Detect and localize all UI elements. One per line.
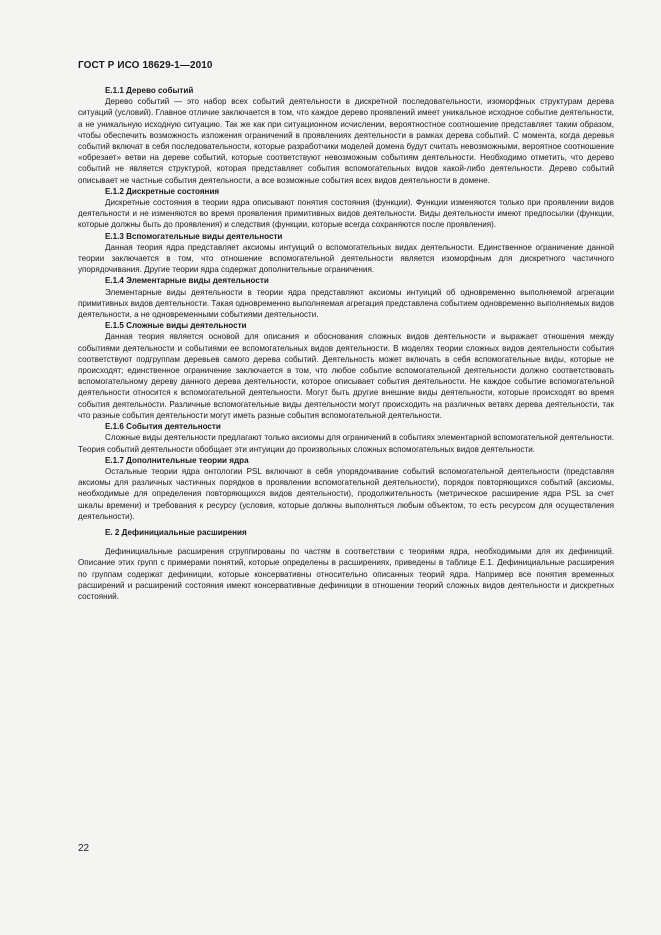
section-heading-e11: Е.1.1 Дерево событий bbox=[105, 86, 194, 95]
section-heading-e12: Е.1.2 Дискретные состояния bbox=[105, 186, 220, 196]
section-text-e13: Данная теория ядра представляет аксиомы интуиций о вспомогательных видах деятельности. Единственное ограничение данной теории заключается в том, что отношение вспомогательной деятельности является изоморфным для дискретного частичного упорядочивания. Другие теории ядра содержат дополнительные ограничения. bbox=[78, 242, 614, 275]
section-heading-e13: Е.1.3 Вспомогательные виды деятельности bbox=[105, 231, 283, 241]
page-number: 22 bbox=[78, 843, 90, 854]
section-text-e12: Дискретные состояния в теории ядра описывают понятия состояния (функции). Функции изменяются только при проявлении видов деятельности и не изменяются во время проявления примитивных видов деятельности. Виды деятельности имеют предпосылки (функции, которые должны быть до проявления) и следствия (функции, которые всегда сохраняются после проявления). bbox=[78, 198, 614, 230]
section-text-e14: Элементарные виды деятельности в теории ядра представляют аксиомы интуиций об одновременно выполняемой агрегации примитивных видов деятельности. Такая одновременно выполняемая агрегация представлена событием одновременно выполняемых видов деятельности, а не одновременными событиями деятельности. bbox=[78, 287, 614, 320]
document-header: ГОСТ Р ИСО 18629-1—2010 bbox=[78, 60, 213, 71]
section-heading-e17: Е.1.7 Дополнительные теории ядра bbox=[105, 455, 249, 465]
section-text-e16: Сложные виды деятельности предлагают только аксиомы для ограничений в событиях элементарной вспомогательной деятельности. Теория событий деятельности обобщает эти интуиции до произвольных сложных вспомогательных видов деятельности. bbox=[78, 433, 614, 454]
section-heading-e16: Е.1.6 События деятельности bbox=[105, 422, 221, 432]
section-text-e2: Дефинициальные расширения сгруппированы по частям в соответствии с теориями ядра, необходимыми для их дефиниций. Описание этих групп с примерами понятий, которые определены в расширениях, приведены в таблице Е.1. Дефинициальные расширения по группам содержат дефиниции, которые консервативны относительно описанных теорий ядра. Например все понятия временных расширений и расширений состояния имеют консервативные дефиниции в отношении теорий сложных видов деятельности и дискретных состояний. bbox=[78, 547, 614, 601]
section-text-e17: Остальные теории ядра онтологии PSL включают в себя упорядочивание событий вспомогательной деятельности (представляя аксиомы для различных частичных порядков в проявлении вспомогательной деятельности), порядок повторяющихся событий (аксиомы, необходимые для определения повторяющихся видов деятельности), продолжительность (метрическое расширение ядра PSL за счет шкалы времени) и требования к ресурсу (условия, которые должны выполняться любым объектом, то есть ресурсом для осуществления деятельности). bbox=[78, 466, 614, 521]
section-heading-e14: Е.1.4 Элементарные виды деятельности bbox=[105, 276, 269, 286]
section-heading-e15: Е.1.5 Сложные виды деятельности bbox=[105, 321, 247, 331]
section-text-e11: Дерево событий — это набор всех событий деятельности в дискретной последовательности, изоморфных структурам дерева ситуаций (условий). Главное отличие заключается в том, что каждое дерево проявлений имеет уникальное исходное событие деятельности, а не уникальную исходную ситуацию. Так же как при ситуационном исчислении, вероятностное соотношение представляет таким образом, чтобы обеспечить возможность изложения ограничений в проявлениях деятельности в рамках дерева событий. С момента, когда деревья событий включат в себя последовательности, которые разработчики моделей домена будут считать невозможными, вероятное соотношение «обрезает» ветви на дереве событий, которые соответствуют невозможным событиям деятельности. Необходимо отметить, что дерево событий не является структурой, которая представляет события вспомогательных видов какой-либо деятельности. Дерево событий описывает не частные события деятельности, а все возможные события всех видов деятельности в домене. bbox=[78, 97, 614, 185]
section-text-e15: Данная теория является основой для описания и обоснования сложных видов деятельности и выражает отношения между событиями деятельности и событиями ее вспомогательных видов деятельности. В моделях теории сложных видов деятельности события соответствуют подгруппам деревьев самого дерева событий. Деятельность может включать в себя вспомогательные виды, которые не происходят; единственное ограничение заключается в том, что любое событие вспомогательной деятельности должно соответствовать вспомогательному дереву данного дерева деятельности, которое описывает события деятельности. Не каждое событие вспомогательной деятельности относится к вспомогательной деятельности. Могут быть другие внешние виды деятельности, которые происходят во время события деятельности. Различные вспомогательные виды деятельности могут происходить на различных ветвях дерева деятельности, так что разные события деятельности могут иметь разные события вспомогательной деятельности. bbox=[78, 332, 614, 420]
document-body bbox=[78, 85, 614, 602]
section-heading-e2: Е. 2 Дефинициальные расширения bbox=[105, 527, 247, 537]
